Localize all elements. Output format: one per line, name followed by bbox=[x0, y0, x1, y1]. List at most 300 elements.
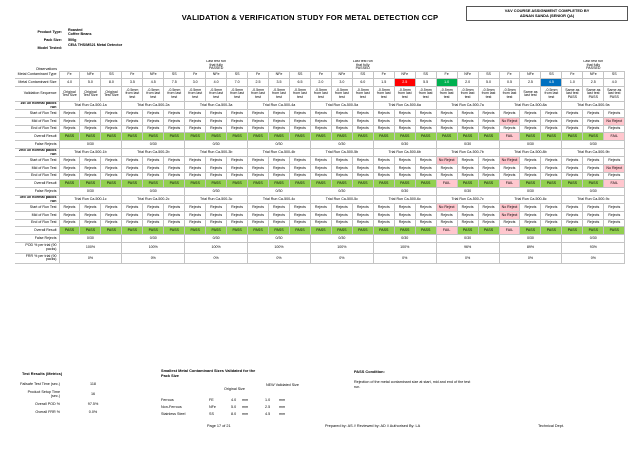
trial-run-label: Trial Run Ca-500-4c bbox=[248, 196, 311, 204]
metal-type-cell: SS bbox=[164, 71, 185, 79]
smallest-new: 4.5 bbox=[265, 412, 271, 416]
pass-condition-text: Rejection of the metal contaminant size at start, mid and end of the test run. bbox=[354, 380, 471, 389]
frr-cell: 0% bbox=[185, 253, 248, 264]
result-cell: Rejects bbox=[206, 172, 227, 180]
result-cell: Rejects bbox=[499, 110, 520, 118]
result-cell: Rejects bbox=[59, 219, 80, 227]
result-cell: Rejects bbox=[373, 164, 394, 172]
smallest-new: 2.5 bbox=[265, 405, 271, 409]
result-row bbox=[15, 157, 625, 165]
overall-cell: PASS bbox=[457, 180, 478, 188]
results-title: Test Results (Metrics) bbox=[22, 371, 63, 376]
metal-type-cell: SS bbox=[604, 71, 625, 79]
overall-label: Overall Result bbox=[15, 227, 59, 235]
result-cell: Rejects bbox=[520, 117, 541, 125]
position-label: End of Run Test bbox=[15, 125, 59, 133]
size-cell: 2.0 bbox=[310, 79, 331, 87]
trial-run-label: Trial Run Ca-500-9c bbox=[562, 196, 625, 204]
frr-cell: 0% bbox=[373, 253, 436, 264]
false-rejects-cell: 0/30 bbox=[122, 235, 185, 243]
result-cell: Rejects bbox=[310, 157, 331, 165]
overall-cell: FAIL bbox=[499, 180, 520, 188]
result-cell: No Reject bbox=[499, 211, 520, 219]
result-cell: Rejects bbox=[164, 219, 185, 227]
result-cell: Rejects bbox=[80, 172, 101, 180]
sequence-cell: -0.5mm from last test bbox=[541, 87, 562, 102]
result-cell: Rejects bbox=[373, 110, 394, 118]
result-cell: Rejects bbox=[101, 172, 122, 180]
result-cell: Rejects bbox=[101, 219, 122, 227]
note-cell bbox=[310, 60, 331, 71]
overall-cell: PASS bbox=[122, 133, 143, 141]
false-rejects-cell: 0/30 bbox=[499, 188, 562, 196]
result-cell: Rejects bbox=[457, 211, 478, 219]
result-cell: Rejects bbox=[583, 164, 604, 172]
false-rejects-row bbox=[15, 235, 625, 243]
result-cell: Rejects bbox=[415, 172, 436, 180]
metal-type-cell: NFe bbox=[457, 71, 478, 79]
sequence-cell: -0.5mm from last test bbox=[457, 87, 478, 102]
result-cell: Rejects bbox=[604, 219, 625, 227]
result-cell: Rejects bbox=[415, 110, 436, 118]
overall-cell: FAIL bbox=[436, 180, 457, 188]
sequence-cell: Original Test Size bbox=[101, 87, 122, 102]
result-cell: Rejects bbox=[269, 204, 290, 212]
result-cell: Rejects bbox=[80, 219, 101, 227]
trial-run-label: Trial Run Ca-500-4b bbox=[248, 149, 311, 157]
result-cell: Rejects bbox=[122, 117, 143, 125]
result-cell: Rejects bbox=[520, 219, 541, 227]
sequence-cell: Original Test Size bbox=[59, 87, 80, 102]
size-cell: 4.0 bbox=[206, 79, 227, 87]
result-cell: Rejects bbox=[310, 172, 331, 180]
smallest-unit2: mm bbox=[279, 405, 286, 409]
note-cell bbox=[331, 60, 352, 71]
result-cell: Rejects bbox=[164, 211, 185, 219]
note-cell bbox=[520, 60, 541, 71]
size-cell: 3.5 bbox=[122, 79, 143, 87]
size-cell: 3.0 bbox=[185, 79, 206, 87]
result-cell: Rejects bbox=[394, 110, 415, 118]
result-cell: Rejects bbox=[373, 211, 394, 219]
result-cell: Rejects bbox=[101, 204, 122, 212]
sequence-cell: -0.5mm from last test bbox=[269, 87, 290, 102]
sequence-cell: -0.5mm from last test bbox=[394, 87, 415, 102]
result-cell: Rejects bbox=[164, 204, 185, 212]
result-cell: Rejects bbox=[164, 125, 185, 133]
result-cell: Rejects bbox=[101, 110, 122, 118]
result-cell: Rejects bbox=[352, 211, 373, 219]
result-cell: No Reject bbox=[499, 157, 520, 165]
result-cell: Rejects bbox=[457, 117, 478, 125]
result-cell: Rejects bbox=[457, 219, 478, 227]
metal-type-cell: NFe bbox=[80, 71, 101, 79]
result-cell: Rejects bbox=[352, 172, 373, 180]
result-cell: Rejects bbox=[604, 125, 625, 133]
overall-cell: PASS bbox=[101, 227, 122, 235]
overall-cell: PASS bbox=[373, 227, 394, 235]
false-rejects-cell: 0/30 bbox=[59, 141, 122, 149]
overall-cell: PASS bbox=[206, 133, 227, 141]
sequence-row bbox=[15, 87, 625, 102]
result-cell: Rejects bbox=[436, 172, 457, 180]
pack-size-label: Pack Size: bbox=[43, 38, 62, 42]
pod-cell: 100% bbox=[122, 243, 185, 254]
result-row bbox=[15, 211, 625, 219]
result-cell: Rejects bbox=[206, 211, 227, 219]
result-cell: Rejects bbox=[248, 164, 269, 172]
result-cell: Rejects bbox=[352, 117, 373, 125]
result-cell: Rejects bbox=[269, 110, 290, 118]
result-cell: Rejects bbox=[604, 211, 625, 219]
result-cell: Rejects bbox=[520, 172, 541, 180]
metal-type-cell: NFe bbox=[269, 71, 290, 79]
result-row bbox=[15, 110, 625, 118]
result-cell: Rejects bbox=[289, 125, 310, 133]
false-rejects-cell: 0/30 bbox=[436, 235, 499, 243]
overall-cell: PASS bbox=[415, 227, 436, 235]
result-cell: Rejects bbox=[394, 204, 415, 212]
result-cell: Rejects bbox=[269, 157, 290, 165]
result-cell: Rejects bbox=[331, 117, 352, 125]
result-cell: Rejects bbox=[331, 172, 352, 180]
smallest-unit1: mm bbox=[242, 412, 249, 416]
result-cell: No Reject bbox=[499, 204, 520, 212]
sequence-cell: -0.5mm from last test bbox=[436, 87, 457, 102]
new-size-header: NEW Validated Size bbox=[266, 383, 299, 387]
overall-cell: PASS bbox=[206, 227, 227, 235]
sequence-cell: Original Test Size bbox=[80, 87, 101, 102]
result-cell: Rejects bbox=[101, 211, 122, 219]
result-cell: Rejects bbox=[122, 219, 143, 227]
result-cell: Rejects bbox=[248, 211, 269, 219]
trial-run-label: Trial Run Ca-500-6a bbox=[373, 102, 436, 110]
trial-run-label: Trial Run Ca-500-7a bbox=[436, 102, 499, 110]
notes-row bbox=[15, 60, 625, 71]
prepared-by: Prepared by: AS // Reviewed by: AD // Authorised By: LA bbox=[325, 424, 421, 428]
smallest-new: 1.0 bbox=[265, 398, 271, 402]
result-cell: Rejects bbox=[562, 204, 583, 212]
result-cell: Rejects bbox=[59, 172, 80, 180]
size-cell: 5.0 bbox=[80, 79, 101, 87]
size-cell: 3.0 bbox=[331, 79, 352, 87]
smallest-name: Stainless Steel bbox=[161, 412, 186, 416]
result-cell: Rejects bbox=[310, 211, 331, 219]
result-row bbox=[15, 219, 625, 227]
result-cell: Rejects bbox=[248, 157, 269, 165]
false-rejects-cell: 0/30 bbox=[248, 188, 311, 196]
result-cell: Rejects bbox=[478, 110, 499, 118]
result-cell: Rejects bbox=[248, 110, 269, 118]
department: Technical Dept. bbox=[538, 424, 564, 428]
note-cell bbox=[248, 60, 269, 71]
note-cell bbox=[436, 60, 457, 71]
author-box bbox=[466, 6, 628, 21]
overall-cell: PASS bbox=[310, 227, 331, 235]
overall-label: Overall Result bbox=[15, 180, 59, 188]
trial-run-label: Trial Run Ca-500-2a bbox=[122, 102, 185, 110]
size-cell: 5.0 bbox=[478, 79, 499, 87]
metal-type-cell: Fe bbox=[310, 71, 331, 79]
result-cell: Rejects bbox=[604, 172, 625, 180]
result-cell: No Reject bbox=[499, 117, 520, 125]
model-tested-label: Model Tested: bbox=[37, 46, 62, 50]
overall-cell: PASS bbox=[478, 227, 499, 235]
size-cell: 7.5 bbox=[164, 79, 185, 87]
overall-cell: PASS bbox=[185, 180, 206, 188]
result-cell: Rejects bbox=[80, 164, 101, 172]
result-cell: Rejects bbox=[289, 157, 310, 165]
metal-type-cell: Fe bbox=[373, 71, 394, 79]
false-rejects-cell: 0/30 bbox=[562, 188, 625, 196]
false-rejects-cell: 0/30 bbox=[436, 141, 499, 149]
result-cell: Rejects bbox=[436, 110, 457, 118]
trial-run-label: Trial Run Ca-500-1a bbox=[59, 102, 122, 110]
size-cell: 6.5 bbox=[289, 79, 310, 87]
result-cell: Rejects bbox=[289, 164, 310, 172]
result-cell: Rejects bbox=[80, 204, 101, 212]
overall-cell: PASS bbox=[352, 180, 373, 188]
note-cell bbox=[143, 60, 164, 71]
metric-label: Overall POD % bbox=[35, 402, 60, 406]
overall-cell: PASS bbox=[373, 180, 394, 188]
trial-run-label: Trial Run Ca-500-8a bbox=[499, 102, 562, 110]
result-cell: Rejects bbox=[59, 211, 80, 219]
run-header-row bbox=[15, 196, 625, 204]
result-cell: Rejects bbox=[227, 204, 248, 212]
trial-run-label: Trial Run Ca-500-3c bbox=[185, 196, 248, 204]
result-cell: Rejects bbox=[206, 204, 227, 212]
frr-cell: 0% bbox=[310, 253, 373, 264]
result-row bbox=[15, 164, 625, 172]
overall-cell: PASS bbox=[289, 227, 310, 235]
run-header-row bbox=[15, 102, 625, 110]
note-cell bbox=[164, 60, 185, 71]
false-rejects-cell: 0/30 bbox=[185, 235, 248, 243]
smallest-name: Ferrous bbox=[161, 398, 174, 402]
result-cell: Rejects bbox=[143, 125, 164, 133]
result-cell: Rejects bbox=[80, 110, 101, 118]
result-cell: Rejects bbox=[206, 219, 227, 227]
overall-cell: PASS bbox=[604, 227, 625, 235]
result-cell: Rejects bbox=[562, 211, 583, 219]
result-cell: Rejects bbox=[310, 204, 331, 212]
result-cell: Rejects bbox=[394, 164, 415, 172]
overall-cell: PASS bbox=[520, 133, 541, 141]
result-cell: Rejects bbox=[227, 110, 248, 118]
result-cell: Rejects bbox=[80, 125, 101, 133]
result-cell: Rejects bbox=[227, 219, 248, 227]
result-cell: Rejects bbox=[583, 110, 604, 118]
result-cell: Rejects bbox=[248, 125, 269, 133]
overall-cell: PASS bbox=[583, 133, 604, 141]
overall-cell: PASS bbox=[248, 180, 269, 188]
overall-cell: PASS bbox=[122, 227, 143, 235]
overall-cell: PASS bbox=[59, 133, 80, 141]
pack-size-value: 500g bbox=[68, 38, 77, 42]
result-cell: Rejects bbox=[331, 157, 352, 165]
overall-cell: PASS bbox=[562, 180, 583, 188]
overall-cell: PASS bbox=[457, 133, 478, 141]
note-cell bbox=[80, 60, 101, 71]
result-cell: Rejects bbox=[185, 110, 206, 118]
sequence-cell: -0.5mm from last test bbox=[143, 87, 164, 102]
false-rejects-cell: 0/30 bbox=[436, 188, 499, 196]
frr-row bbox=[15, 253, 625, 264]
result-cell: Rejects bbox=[185, 219, 206, 227]
trial-run-label: Trial Run Ca-500-2b bbox=[122, 149, 185, 157]
result-cell: Rejects bbox=[415, 157, 436, 165]
result-cell: Rejects bbox=[583, 211, 604, 219]
result-cell: Rejects bbox=[227, 211, 248, 219]
smallest-code: NFe bbox=[209, 405, 216, 409]
size-row bbox=[15, 79, 625, 87]
result-cell: Rejects bbox=[394, 172, 415, 180]
metric-label: Overall FRR % bbox=[35, 410, 60, 414]
metal-type-label: Metal Contaminant Type bbox=[15, 71, 59, 79]
result-cell: Rejects bbox=[457, 125, 478, 133]
size-cell: 1.5 bbox=[373, 79, 394, 87]
size-cell: 4.5 bbox=[143, 79, 164, 87]
sequence-cell: Same as last test PASS bbox=[562, 87, 583, 102]
size-cell: 3.5 bbox=[269, 79, 290, 87]
result-cell: Rejects bbox=[143, 204, 164, 212]
result-cell: Rejects bbox=[373, 219, 394, 227]
overall-cell: PASS bbox=[59, 227, 80, 235]
overall-cell: PASS bbox=[143, 180, 164, 188]
metric-value: 0.0% bbox=[88, 410, 98, 414]
sequence-cell: -0.5mm from last test bbox=[122, 87, 143, 102]
overall-cell: PASS bbox=[143, 133, 164, 141]
frr-cell: 0% bbox=[499, 253, 562, 264]
smallest-orig: 4.0 bbox=[231, 398, 237, 402]
result-cell: Rejects bbox=[59, 125, 80, 133]
result-cell: Rejects bbox=[227, 125, 248, 133]
result-cell: Rejects bbox=[478, 219, 499, 227]
result-cell: Rejects bbox=[310, 219, 331, 227]
overall-cell: PASS bbox=[164, 133, 185, 141]
sequence-cell: -0.5mm from last test bbox=[289, 87, 310, 102]
metal-type-cell: SS bbox=[289, 71, 310, 79]
size-cell: 2.0 bbox=[457, 79, 478, 87]
result-cell: Rejects bbox=[436, 117, 457, 125]
size-cell: 1.0 bbox=[562, 79, 583, 87]
result-cell: Rejects bbox=[352, 219, 373, 227]
pod-cell: 100% bbox=[185, 243, 248, 254]
overall-cell: PASS bbox=[562, 227, 583, 235]
trial-run-label: Trial Run Ca-500-3b bbox=[185, 149, 248, 157]
original-size-header: Original Size bbox=[224, 387, 245, 391]
metal-type-cell: SS bbox=[101, 71, 122, 79]
false-rejects-cell: 0/30 bbox=[373, 141, 436, 149]
overall-cell: PASS bbox=[80, 133, 101, 141]
overall-cell: PASS bbox=[394, 227, 415, 235]
overall-cell: PASS bbox=[415, 133, 436, 141]
observations-label: Observations bbox=[35, 66, 57, 71]
validation-table bbox=[15, 60, 625, 264]
size-cell: 4.0 bbox=[604, 79, 625, 87]
result-cell: Rejects bbox=[352, 204, 373, 212]
result-cell: Rejects bbox=[80, 117, 101, 125]
sequence-cell: -0.5mm from last test bbox=[373, 87, 394, 102]
result-cell: Rejects bbox=[143, 219, 164, 227]
product-type-label: Product Type: bbox=[37, 30, 62, 34]
note-cell bbox=[499, 60, 520, 71]
note-cell bbox=[59, 60, 80, 71]
result-row bbox=[15, 125, 625, 133]
metal-type-cell: SS bbox=[415, 71, 436, 79]
position-label: Mid of Run Test bbox=[15, 164, 59, 172]
note-cell bbox=[394, 60, 415, 71]
size-cell: 5.5 bbox=[415, 79, 436, 87]
result-cell: Rejects bbox=[436, 211, 457, 219]
result-cell: Rejects bbox=[185, 204, 206, 212]
result-cell: Rejects bbox=[164, 172, 185, 180]
trial-run-label: Trial Run Ca-500-9b bbox=[562, 149, 625, 157]
size-cell: 7.0 bbox=[227, 79, 248, 87]
overall-cell: PASS bbox=[122, 180, 143, 188]
metal-type-cell: SS bbox=[352, 71, 373, 79]
overall-cell: FAIL bbox=[499, 133, 520, 141]
overall-cell: PASS bbox=[310, 180, 331, 188]
overall-cell: PASS bbox=[227, 133, 248, 141]
overall-cell: PASS bbox=[394, 133, 415, 141]
overall-cell: PASS bbox=[520, 227, 541, 235]
result-cell: Rejects bbox=[80, 157, 101, 165]
trial-run-label: Trial Run Ca-500-8b bbox=[499, 149, 562, 157]
result-cell: Rejects bbox=[583, 117, 604, 125]
note-cell bbox=[101, 60, 122, 71]
false-rejects-row bbox=[15, 188, 625, 196]
result-cell: Rejects bbox=[415, 125, 436, 133]
result-cell: Rejects bbox=[541, 125, 562, 133]
sequence-cell: -0.5mm from last test bbox=[415, 87, 436, 102]
result-cell: Rejects bbox=[478, 157, 499, 165]
trial-run-label: Trial Run Ca-500-2c bbox=[122, 196, 185, 204]
metal-type-cell: Fe bbox=[122, 71, 143, 79]
pod-cell: 100% bbox=[59, 243, 122, 254]
overall-cell: PASS bbox=[269, 180, 290, 188]
result-cell: Rejects bbox=[457, 164, 478, 172]
frr-cell: 0% bbox=[562, 253, 625, 264]
trial-run-label: Trial Run Ca-500-5a bbox=[310, 102, 373, 110]
trial-run-label: Trial Run Ca-500-6b bbox=[373, 149, 436, 157]
overall-row bbox=[15, 133, 625, 141]
page-title: VALIDATION & VERIFICATION STUDY FOR METAL DETECTION CCP bbox=[181, 13, 439, 22]
result-cell: Rejects bbox=[604, 110, 625, 118]
result-cell: Rejects bbox=[143, 157, 164, 165]
result-cell: Rejects bbox=[227, 157, 248, 165]
false-rejects-cell: 0/30 bbox=[122, 188, 185, 196]
false-rejects-cell: 0/30 bbox=[373, 235, 436, 243]
pod-cell: 100% bbox=[310, 243, 373, 254]
result-cell: Rejects bbox=[143, 164, 164, 172]
size-cell: 4.5 bbox=[541, 79, 562, 87]
overall-cell: PASS bbox=[185, 133, 206, 141]
trial-run-label: Trial Run Ca-500-1c bbox=[59, 196, 122, 204]
overall-cell: PASS bbox=[583, 180, 604, 188]
result-cell: No Reject bbox=[604, 164, 625, 172]
metal-type-cell: Fe bbox=[436, 71, 457, 79]
trial-run-label: Trial Run Ca-500-8c bbox=[499, 196, 562, 204]
pod-cell: 89% bbox=[499, 243, 562, 254]
size-cell: 2.5 bbox=[394, 79, 415, 87]
frr-cell: 0% bbox=[248, 253, 311, 264]
result-cell: Rejects bbox=[415, 211, 436, 219]
run-label: 3rd 30 normal packs run bbox=[15, 196, 59, 204]
result-cell: Rejects bbox=[541, 164, 562, 172]
overall-cell: PASS bbox=[394, 180, 415, 188]
